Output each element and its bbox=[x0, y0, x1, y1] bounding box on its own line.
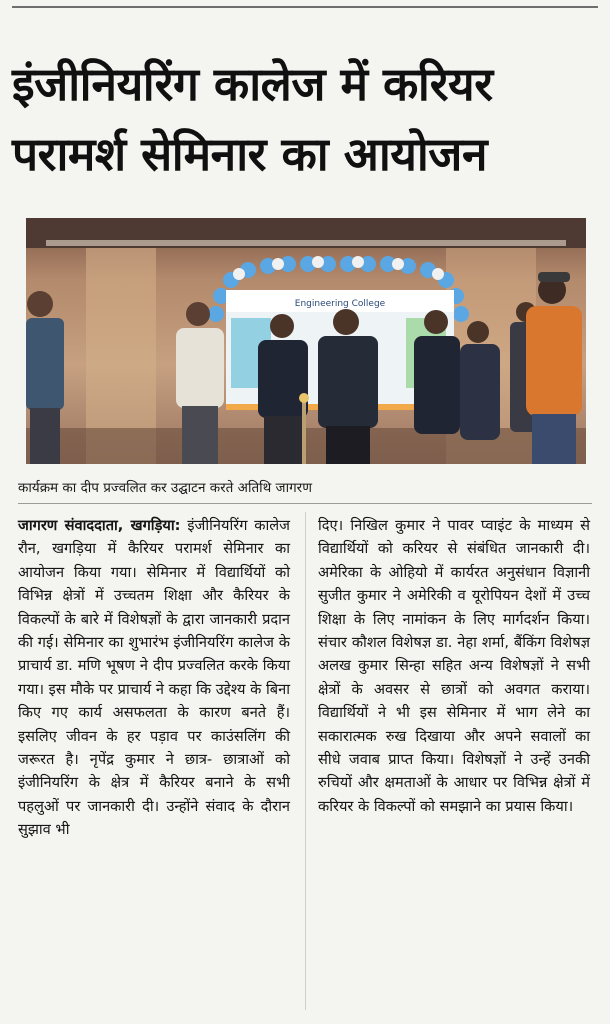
article-column-1 bbox=[18, 514, 290, 842]
photo-illustration bbox=[26, 218, 586, 464]
article-column-2 bbox=[318, 514, 590, 818]
photo-caption: कार्यक्रम का दीप प्रज्वलित कर उद्घाटन करते अतिथि जागरण bbox=[18, 480, 312, 496]
body-text-col2: दिए। निखिल कुमार ने पावर प्वाइंट के माध्यम से विद्यार्थियों को करियर से संबंधित जानकारी दी। अमेरिका के ओहियो में कार्यरत अनुसंधान विज्ञानी सुजीत कुमार ने अमेरिकी व यूरोपियन देशों में उच्च शिक्षा के लिए नामांकन के लिए मार्गदर्शन किया। संचार कौशल विशेषज्ञ डा. नेहा शर्मा, बैंकिंग विशेषज्ञ अलख कुमार सिन्हा सहित अन्य विशेषज्ञों ने सभी क्षेत्रों के अवसर से छात्रों को अवगत कराया। विद्यार्थियों ने भी इस सेमिनार में भाग लेने का सकारात्मक रुख दिखाया और अपने सवालों का सीधे जवाब प्राप्त किया। विशेषज्ञों ने उन्हें उनकी रुचियों और क्षमताओं के आधार पर विभिन्न क्षेत्रों में करियर के विकल्पों को समझाने का प्रयास किया। bbox=[318, 517, 590, 815]
body-text-col1: इंजीनियरिंग कालेज रौन, खगड़िया में कैरियर परामर्श सेमिनार का आयोजन किया गया। सेमिनार में विद्यार्थियों को विभिन्न क्षेत्रों में उच्चतम शिक्षा और कैरियर के विकल्पों के बारे में विशेषज्ञों के द्वारा जानकारी प्रदान की गई। सेमिनार का शुभारंभ इंजीनियरिंग कालेज के प्राचार्य डा. मणि भूषण ने दीप प्रज्वलित करके किया गया। इस मौके पर प्राचार्य ने कहा कि उद्देश्य के बिना किए गए कार्य असफलता के कारण बनते हैं। इसलिए जीवन के हर पड़ाव पर काउंसलिंग की जरूरत है। नृपेंद्र कुमार ने छात्र- छात्राओं को इंजीनियरिंग के क्षेत्र में कैरियर बनाने के सभी पहलुओं पर जानकारी दी। उन्होंने संवाद के दौरान सुझाव भी bbox=[18, 517, 291, 839]
top-rule bbox=[12, 6, 598, 8]
news-photo bbox=[26, 218, 586, 464]
headline: इंजीनियरिंग कालेज में करियर परामर्श सेमिनार का आयोजन bbox=[12, 56, 493, 181]
byline: जागरण संवाददाता, खगड़िया: bbox=[18, 517, 181, 534]
column-divider bbox=[305, 512, 306, 1010]
caption-rule bbox=[18, 503, 592, 504]
banner-text: Engineering College bbox=[294, 299, 386, 309]
